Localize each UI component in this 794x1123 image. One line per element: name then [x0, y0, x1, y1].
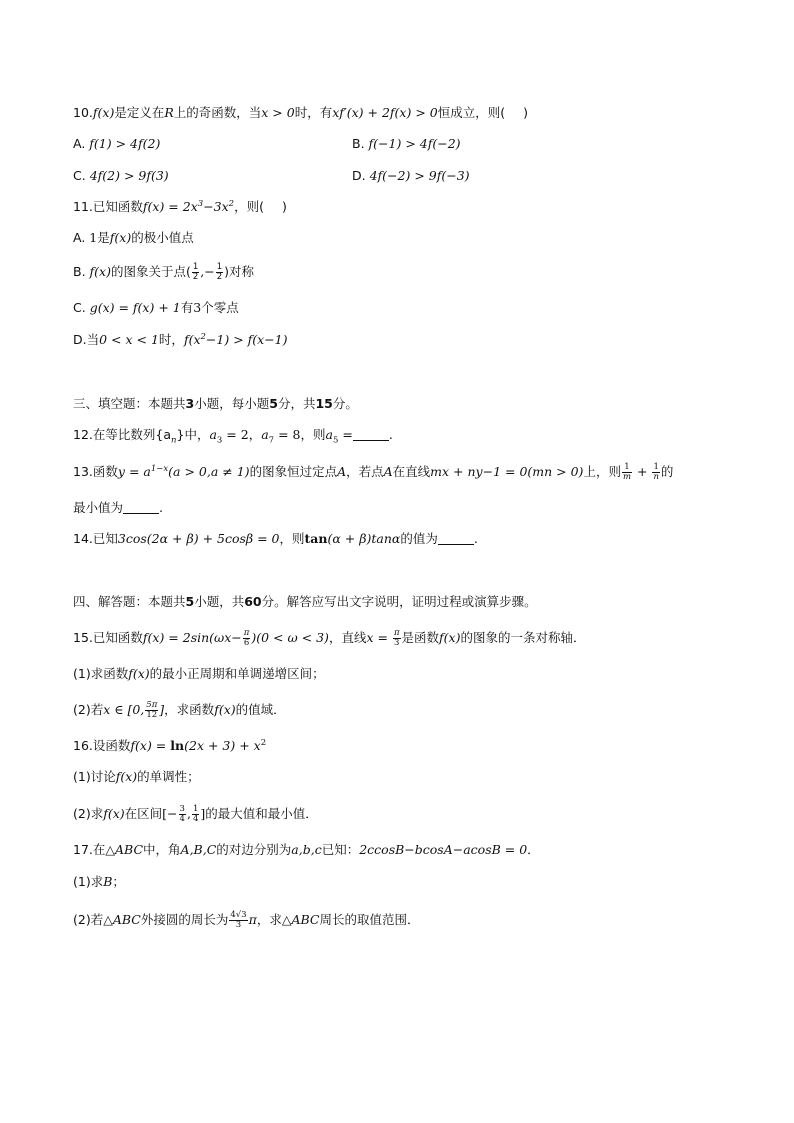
option-label: D.: [73, 332, 87, 347]
option-text: 4f(−2) > 9f(−3): [369, 168, 470, 183]
math: f(x) =: [130, 738, 171, 753]
math: ln: [170, 738, 185, 753]
text: 设函数: [92, 738, 131, 753]
subscript: 3: [216, 435, 223, 446]
fraction: [179, 805, 186, 824]
math: f(x) = 2x: [142, 199, 198, 214]
q11-option-a: [73, 229, 194, 247]
text: 1: [192, 804, 199, 814]
math: f(x: [183, 332, 201, 347]
q11-stem: [73, 198, 287, 216]
math: −1) > f(x−1): [205, 332, 288, 347]
text: 小题，共: [194, 594, 245, 609]
q15-stem: [73, 629, 586, 648]
text: 4: [192, 814, 199, 824]
math: xf′(x) + 2f(x) > 0: [332, 105, 438, 120]
text: 有: [180, 300, 194, 315]
text: (2)若: [73, 912, 104, 927]
option-text: 4f(2) > 9f(3): [89, 168, 169, 183]
math: ,−: [200, 264, 215, 279]
text: 的图象恒过定点: [249, 464, 338, 479]
text: 12: [146, 710, 158, 720]
text: 的图象关于点(: [110, 264, 191, 279]
text: 60: [244, 594, 262, 609]
text: 2: [216, 272, 223, 282]
text: 时，: [158, 332, 184, 347]
text: 分。: [332, 396, 358, 411]
text: }中，: [176, 427, 210, 442]
text: 在区间: [124, 806, 163, 821]
math: 1: [89, 230, 98, 245]
q16-part2: [73, 805, 318, 824]
text: 3: [394, 638, 400, 648]
q10-option-b: [352, 135, 461, 153]
text: ，则: [279, 531, 305, 546]
text: 是函数: [401, 630, 440, 645]
math: g(x) = f(x) + 1: [89, 300, 181, 315]
text: ．: [527, 842, 540, 857]
math: f(x): [92, 105, 115, 120]
math: 3cos(2α + β) + 5cosβ = 0: [117, 531, 280, 546]
text: 分，共: [277, 396, 316, 411]
q13-stem: [73, 463, 673, 482]
text: 已知: [92, 531, 118, 546]
text: 时，有: [294, 105, 333, 120]
math: y = a: [117, 464, 151, 479]
text: 三、填空题：本题共: [73, 396, 186, 411]
subscript: n: [171, 435, 177, 446]
math: B: [103, 874, 113, 889]
text: ，求: [256, 912, 282, 927]
section-3-heading: [73, 395, 358, 413]
text: .: [159, 500, 163, 515]
text: π: [243, 628, 250, 638]
math: ]: [159, 702, 165, 717]
q15-part2: [73, 701, 286, 720]
q11-option-c: [73, 299, 239, 317]
text: 上，则: [583, 464, 621, 479]
text: 在直线: [392, 464, 431, 479]
math: =: [338, 427, 353, 442]
text: ；: [112, 874, 125, 889]
text: m: [622, 472, 632, 482]
text: 2: [192, 272, 199, 282]
math: a,b,c: [291, 842, 322, 857]
math: △ABC: [105, 842, 144, 857]
math: x > 0: [261, 105, 295, 120]
fraction: [229, 911, 247, 930]
option-text: f(1) > 4f(2): [89, 136, 161, 151]
text: (1)讨论: [73, 769, 116, 784]
fraction: [652, 463, 659, 482]
q10-number: 10.: [73, 105, 93, 120]
text: 3: [179, 804, 185, 814]
text: 在等比数列{a: [92, 427, 172, 442]
math: A: [383, 464, 393, 479]
math: f(x): [128, 666, 150, 681]
math: 2ccosB−bcosA−acosB = 0: [359, 842, 528, 857]
math: a: [261, 427, 269, 442]
text: .: [473, 531, 478, 546]
q16-part1: [73, 768, 200, 786]
text: 的单调性；: [137, 769, 200, 784]
text: ，: [248, 427, 262, 442]
q10-stem: [73, 104, 528, 122]
q12-stem: [73, 426, 393, 444]
text: ): [523, 105, 529, 120]
q11-option-b: [73, 263, 254, 282]
option-label: B.: [352, 136, 365, 151]
q13-line2: [73, 499, 163, 517]
text: 已知函数: [92, 199, 143, 214]
text: 是: [97, 230, 110, 245]
math: π: [248, 912, 257, 927]
text: 最小值为: [73, 500, 124, 515]
math: A,B,C: [180, 842, 217, 857]
math: x =: [366, 630, 392, 645]
answer-blank[interactable]: [123, 501, 159, 514]
text: 15: [315, 396, 333, 411]
text: 的最小正周期和单调递增区间；: [149, 666, 325, 681]
text: )对称: [224, 264, 255, 279]
math: x ∈ [0,: [103, 702, 145, 717]
math: −3x: [203, 199, 229, 214]
text: 中，角: [143, 842, 181, 857]
fraction: [192, 263, 199, 282]
option-text: f(−1) > 4f(−2): [368, 136, 461, 151]
q16-stem: [73, 737, 266, 755]
text: 个零点: [201, 300, 239, 315]
math: △ABC: [103, 912, 141, 927]
text: 分。解答应写出文字说明，证明过程或演算步骤。: [261, 594, 537, 609]
text: 周长的取值范围．: [319, 912, 420, 927]
math: (a > 0,a ≠ 1): [168, 464, 250, 479]
q13-number: 13.: [73, 464, 93, 479]
math: tan: [304, 531, 328, 546]
math: f(x): [214, 702, 236, 717]
answer-blank[interactable]: [438, 532, 474, 545]
text: 在: [92, 842, 106, 857]
text: 外接圆的周长为: [140, 912, 229, 927]
math: ]: [200, 806, 206, 821]
text: 3: [235, 920, 242, 930]
text: 6: [243, 638, 250, 648]
fraction: [243, 629, 251, 648]
superscript: 2: [228, 198, 235, 209]
math: +: [633, 464, 652, 479]
math: (2x + 3) + x: [184, 738, 261, 753]
text: (1)求: [73, 874, 104, 889]
text: 的值为: [400, 531, 438, 546]
text: 恒成立，则(: [437, 105, 506, 120]
text: 的极小值点: [131, 230, 194, 245]
subscript: 7: [268, 435, 275, 446]
q10-option-d: [352, 167, 470, 185]
text: 1: [622, 463, 632, 473]
answer-blank[interactable]: [353, 428, 389, 441]
text: 是定义在: [114, 105, 165, 120]
math: = 2: [222, 427, 249, 442]
text: n: [653, 472, 659, 482]
option-label: B.: [73, 264, 86, 279]
math: ,: [186, 806, 191, 821]
text: 四、解答题：本题共: [73, 594, 186, 609]
text: π: [393, 628, 400, 638]
fraction: [216, 263, 223, 282]
text: (2)求: [73, 806, 104, 821]
math: 3: [193, 300, 202, 315]
math: A: [337, 464, 347, 479]
superscript: 3: [197, 198, 204, 209]
q11-number: 11.: [73, 199, 93, 214]
text: 已知：: [321, 842, 360, 857]
text: 1: [192, 262, 199, 272]
q17-number: 17.: [73, 842, 93, 857]
math: [−: [162, 806, 178, 821]
text: ，直线: [328, 630, 367, 645]
text: 上的奇函数，当: [173, 105, 262, 120]
text: 小题，每小题: [194, 396, 270, 411]
math: (α + β)tanα: [327, 531, 401, 546]
text: 3: [185, 396, 195, 411]
text: ，求函数: [164, 702, 215, 717]
q17-part2: [73, 911, 419, 930]
subscript: 5: [332, 435, 339, 446]
q11-option-d: [73, 331, 288, 349]
text: 函数: [92, 464, 118, 479]
text: 4: [179, 814, 185, 824]
q16-number: 16.: [73, 738, 93, 753]
q15-number: 15.: [73, 630, 93, 645]
math: mx + ny−1 = 0(mn > 0): [430, 464, 584, 479]
q14-number: 14.: [73, 531, 93, 546]
text: (1)求函数: [73, 666, 129, 681]
option-label: C.: [73, 168, 86, 183]
text: ，则(: [234, 199, 264, 214]
math: R: [164, 105, 174, 120]
q17-part1: [73, 873, 125, 891]
math: f(x): [109, 230, 132, 245]
text: ): [281, 199, 287, 214]
q10-option-a: [73, 135, 160, 153]
text: 的对边分别为: [216, 842, 292, 857]
text: 的最大值和最小值．: [205, 806, 318, 821]
option-label: A.: [73, 136, 86, 151]
text: 5: [185, 594, 195, 609]
math: △ABC: [281, 912, 320, 927]
superscript: 2: [200, 331, 206, 342]
text: 的值域．: [235, 702, 286, 717]
text: 的图象的一条对称轴．: [460, 630, 586, 645]
superscript: 1−x: [150, 463, 169, 474]
superscript: 2: [260, 737, 267, 748]
math: f(x): [439, 630, 461, 645]
q15-part1: [73, 665, 325, 683]
text: ，则: [300, 427, 326, 442]
math: f(x): [89, 264, 111, 279]
math: 0 < x < 1: [99, 332, 159, 347]
q14-stem: [73, 530, 478, 548]
math: f(x): [103, 806, 125, 821]
fraction: [145, 701, 158, 720]
option-label: C.: [73, 300, 86, 315]
text: 的: [660, 464, 674, 479]
text: .: [388, 427, 393, 442]
text: 当: [86, 332, 100, 347]
q17-stem: [73, 841, 540, 859]
fraction: [393, 629, 401, 648]
math: )(0 < ω < 3): [251, 630, 329, 645]
text: 1: [653, 462, 659, 472]
text: 4√3: [230, 910, 247, 920]
math: = 8: [274, 427, 301, 442]
fraction: [622, 463, 632, 482]
math: f(x) = 2sin(ωx−: [142, 630, 242, 645]
math: a: [325, 427, 333, 442]
option-label: D.: [352, 168, 366, 183]
math: a: [209, 427, 217, 442]
text: (2)若: [73, 702, 104, 717]
fraction: [192, 805, 199, 824]
option-label: A.: [73, 230, 86, 245]
text: ，若点: [346, 464, 384, 479]
text: 5π: [146, 700, 158, 710]
section-4-heading: [73, 593, 537, 611]
text: 1: [216, 262, 223, 272]
text: 已知函数: [92, 630, 143, 645]
q10-option-c: [73, 167, 169, 185]
text: 5: [269, 396, 278, 411]
q12-number: 12.: [73, 427, 93, 442]
math: f(x): [115, 769, 138, 784]
